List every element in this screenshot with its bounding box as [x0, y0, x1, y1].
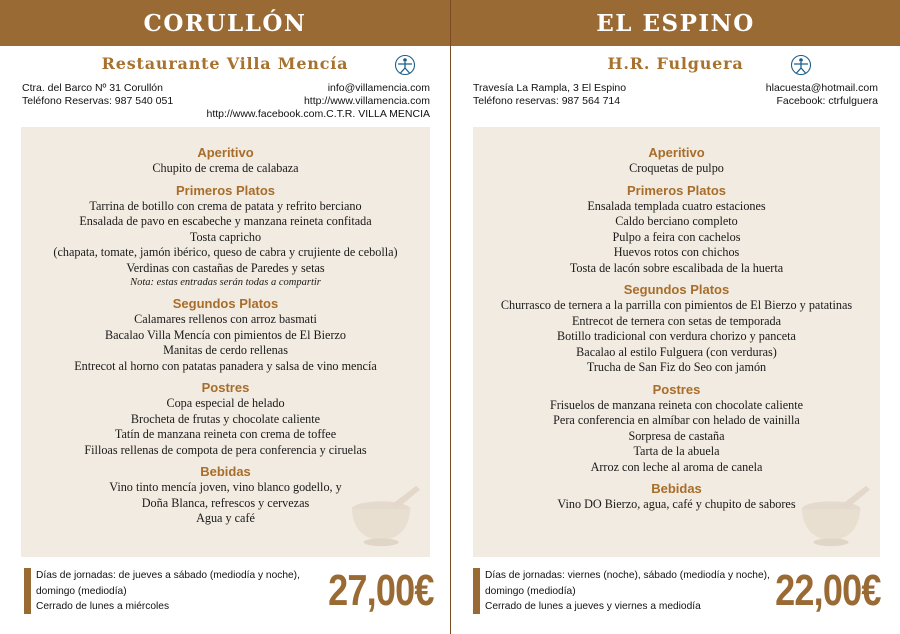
town-band [0, 0, 450, 46]
town-band [451, 0, 900, 46]
vitruvian-figure-icon [790, 54, 812, 76]
dish-item: Entrecot al horno con patatas panadera y salsa de vino mencía [74, 358, 377, 373]
section-title: Bebidas [651, 481, 702, 496]
email-link[interactable]: hlacuesta@hotmail.com [765, 82, 878, 94]
dish-item: Frisuelos de manzana reineta con chocolate caliente [549, 397, 804, 412]
dish-item: Brocheta de frutas y chocolate caliente [130, 411, 321, 426]
hours-line: Días de jornadas: viernes (noche), sábado (mediodía y noche), [485, 570, 770, 581]
menu-section-segundos [21, 296, 430, 374]
panel-el-espino [451, 0, 900, 634]
mortar-and-pestle-icon [344, 479, 422, 549]
menu-price: 27,00€ [328, 566, 434, 615]
hours-line: domingo (mediodía) [485, 585, 576, 597]
dish-item: Pulpo a feira con cachelos [612, 229, 741, 244]
mortar-and-pestle-icon [794, 479, 872, 549]
dish-item: Arroz con leche al aroma de canela [590, 459, 763, 474]
address-line: Travesía La Rampla, 3 El Espino [473, 82, 627, 94]
opening-hours [36, 568, 300, 615]
address-block [473, 82, 626, 108]
town-title: EL ESPINO [596, 9, 755, 37]
email-link[interactable]: info@villamencia.com [327, 82, 430, 94]
dish-item: Tarta de la abuela [633, 444, 720, 458]
menu-section-primeros [21, 183, 430, 291]
dish-item: Filloas rellenas de compota de pera conferencia y ciruelas [84, 442, 367, 457]
footer-bar [24, 568, 31, 614]
dish-item: Ensalada de pavo en escabeche y manzana reineta confitada [79, 214, 372, 228]
contact-block [0, 80, 450, 124]
website-link[interactable]: http://www.villamencia.com [303, 95, 430, 107]
contact-block [451, 80, 900, 124]
address-line: Ctra. del Barco Nº 31 Corullón [22, 82, 163, 94]
dish-item: Tarrina de botillo con crema de patata y refrito berciano [89, 198, 362, 213]
dish-item: Calamares rellenos con arroz basmati [134, 312, 317, 326]
dish-item: Sorpresa de castaña [628, 428, 725, 443]
dish-item: Vino DO Bierzo, agua, café y chupito de sabores [557, 497, 796, 511]
town-title: CORULLÓN [143, 9, 307, 37]
hours-line: Cerrado de lunes a miércoles [36, 601, 170, 612]
section-title: Segundos Platos [623, 282, 730, 297]
restaurant-name: H.R. Fulguera [607, 54, 744, 73]
facebook-link[interactable]: http://www.facebook.com.C.T.R. VILLA MENCIA [206, 108, 430, 120]
restaurant-row [451, 46, 900, 80]
dish-item: Pera conferencia en almíbar con helado de vainilla [553, 413, 800, 427]
vitruvian-figure-icon [394, 54, 416, 76]
hours-line: Días de jornadas: de jueves a sábado (mediodía y noche), [36, 570, 300, 581]
dish-item: Doña Blanca, refrescos y cervezas [141, 495, 310, 510]
footer [473, 568, 881, 614]
section-note: Nota: estas entradas serán todas a compartir [130, 277, 321, 288]
phone-line: Teléfono Reservas: 987 540 051 [22, 95, 174, 107]
section-title: Postres [201, 380, 250, 395]
section-title: Aperitivo [648, 145, 705, 160]
section-title: Primeros Platos [627, 182, 726, 198]
menu-section-postres [21, 380, 430, 458]
dish-item: Croquetas de pulpo [629, 161, 724, 175]
footer [24, 568, 434, 614]
menu-section-postres [473, 382, 880, 476]
section-title: Primeros Platos [176, 182, 275, 198]
dish-item: Botillo tradicional con verdura chorizo y panceta [557, 329, 796, 343]
hours-line: domingo (mediodía) [36, 585, 127, 597]
dish-item: Bacalao Villa Mencía con pimientos de El Bierzo [104, 327, 347, 342]
dish-item: Bacalao al estilo Fulguera (con verduras) [576, 344, 777, 359]
dish-item: (chapata, tomate, jamón ibérico, queso de cabra y crujiente de cebolla) [53, 245, 398, 259]
dish-item: Manitas de cerdo rellenas [163, 343, 288, 357]
menu-price: 22,00€ [775, 566, 881, 615]
section-title: Postres [652, 381, 701, 397]
dish-item: Huevos rotos con chichos [613, 245, 740, 259]
section-title: Segundos Platos [172, 296, 279, 311]
dish-item: Copa especial de helado [166, 396, 285, 410]
menu-box [473, 127, 880, 557]
restaurant-name: Restaurante Villa Mencía [101, 54, 349, 73]
web-block [207, 82, 431, 121]
section-title: Aperitivo [197, 145, 254, 160]
address-block [22, 82, 173, 108]
dish-item: Vino tinto mencía joven, vino blanco godello, y [109, 480, 342, 494]
hours-line: Cerrado de lunes a jueves y viernes a mediodía [485, 601, 701, 612]
dish-item: Churrasco de ternera a la parrilla con pimientos de El Bierzo y patatinas [500, 298, 853, 312]
dish-item: Agua y café [196, 511, 255, 525]
opening-hours [485, 568, 770, 615]
web-block [766, 82, 878, 108]
dish-item: Caldo berciano completo [615, 214, 738, 228]
phone-line: Teléfono reservas: 987 564 714 [473, 95, 621, 107]
menu-section-aperitivo [21, 145, 430, 177]
menu-section-primeros [473, 183, 880, 277]
dish-item: Tatín de manzana reineta con crema de toffee [114, 427, 337, 441]
menu-section-segundos [473, 282, 880, 376]
menu-section-aperitivo [473, 145, 880, 177]
footer-bar [473, 568, 480, 614]
dish-item: Tosta de lacón sobre escalibada de la huerta [569, 260, 784, 275]
section-title: Bebidas [200, 464, 251, 479]
menu-box [21, 127, 430, 557]
restaurant-row [0, 46, 450, 80]
dish-item: Entrecot de ternera con setas de temporada [571, 313, 782, 328]
facebook-link[interactable]: Facebook: ctrfulguera [776, 95, 878, 107]
dish-item: Chupito de crema de calabaza [152, 161, 299, 175]
dish-item: Ensalada templada cuatro estaciones [587, 198, 766, 213]
dish-item: Tosta capricho [189, 229, 262, 244]
dish-item: Verdinas con castañas de Paredes y setas [126, 260, 325, 275]
dish-item: Trucha de San Fiz do Seo con jamón [586, 360, 767, 374]
